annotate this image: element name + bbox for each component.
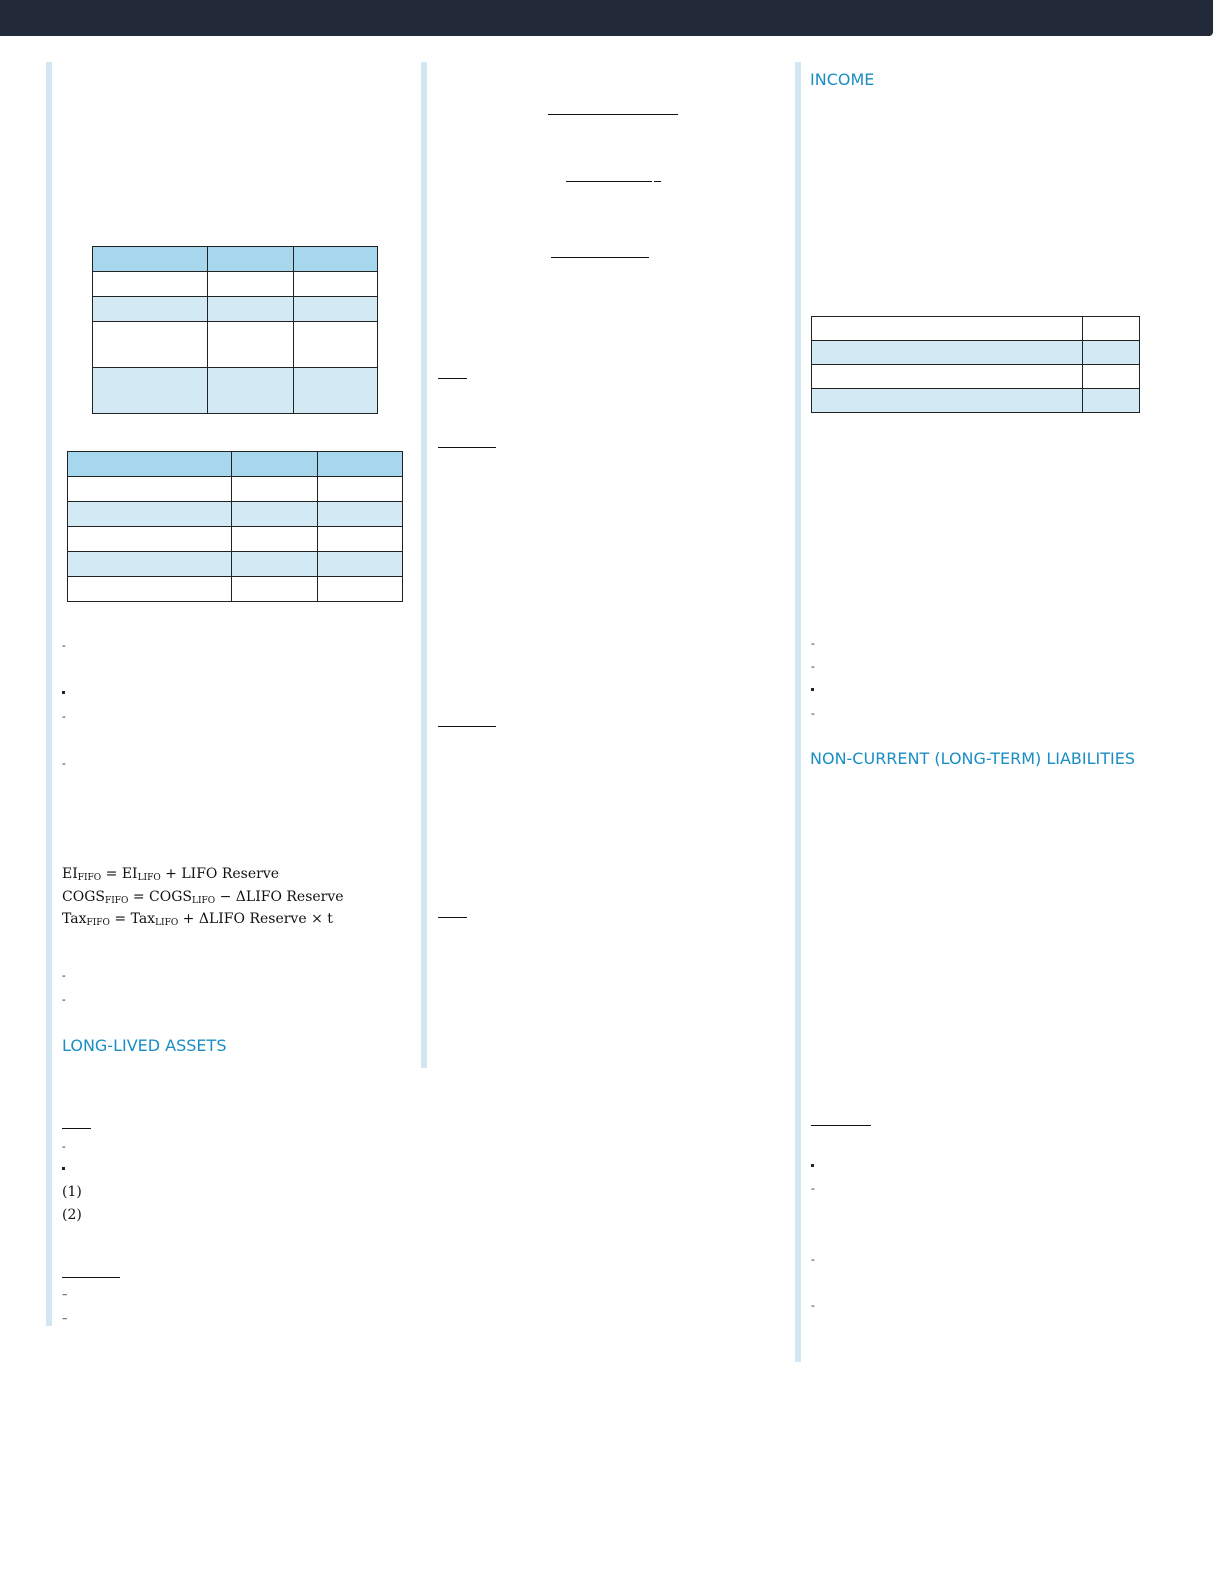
fraction-bar	[654, 181, 661, 182]
subheading-underline	[62, 1277, 120, 1278]
subheading-underline	[438, 917, 467, 918]
list-marker: -	[62, 757, 66, 770]
fraction-bar	[566, 181, 652, 182]
inventory-table-2	[67, 451, 403, 602]
subheading-underline	[438, 726, 496, 727]
list-marker: -	[811, 707, 815, 720]
list-bullet	[62, 691, 65, 694]
income-table	[811, 316, 1140, 413]
list-marker: -	[62, 969, 66, 982]
subheading-underline	[62, 1128, 91, 1129]
fraction-bar	[548, 114, 678, 115]
table-row	[812, 365, 1140, 389]
subheading-underline	[438, 447, 496, 448]
numbered-marker-1: (1)	[62, 1184, 82, 1200]
column-rule-right	[795, 62, 801, 1362]
list-marker: -	[62, 1140, 66, 1153]
subheading-underline	[811, 1125, 871, 1126]
list-marker: -	[811, 637, 815, 650]
table-row	[93, 297, 378, 322]
heading-non-current-liabilities: NON-CURRENT (LONG-TERM) LIABILITIES	[810, 749, 1136, 768]
table-row	[93, 272, 378, 297]
subheading-underline	[438, 378, 467, 379]
heading-long-lived-assets: LONG-LIVED ASSETS	[62, 1036, 227, 1055]
list-bullet	[811, 1164, 814, 1167]
table-row	[93, 322, 378, 368]
list-bullet	[811, 688, 814, 691]
heading-income: INCOME	[810, 70, 875, 89]
list-marker: -	[811, 1253, 815, 1266]
numbered-marker-2: (2)	[62, 1207, 82, 1223]
inventory-table-1	[92, 246, 378, 414]
fraction-bar	[551, 257, 649, 258]
formula-tax: Tax$_{FIFO}$ = Tax$_{LIFO}$ + ΔLIFO Reserve × t	[62, 911, 333, 928]
table-row	[68, 477, 403, 502]
column-rule-left	[46, 62, 52, 1326]
list-marker: -	[811, 660, 815, 673]
table-row	[68, 527, 403, 552]
table-row	[812, 317, 1140, 341]
table-row	[93, 247, 378, 272]
table-row	[68, 577, 403, 602]
table-row	[812, 389, 1140, 413]
list-bullet	[62, 1167, 65, 1170]
formula-ending-inventory: $EI_{FIFO} = EI_{LIFO}$ + LIFO Reserve	[62, 866, 280, 883]
table-row	[68, 552, 403, 577]
column-rule-middle	[421, 62, 427, 1068]
formula-cogs: $COGS_{FIFO}$ = $COGS_{LIFO}$ − ΔLIFO Reserve	[62, 889, 344, 906]
table-row	[68, 452, 403, 477]
list-marker: -	[62, 710, 66, 723]
table-row	[93, 368, 378, 414]
table-row	[68, 502, 403, 527]
list-marker: -	[811, 1299, 815, 1312]
list-marker: –	[62, 1288, 68, 1301]
top-bar	[0, 0, 1213, 36]
list-marker: –	[62, 1312, 68, 1325]
table-row	[812, 341, 1140, 365]
list-marker: -	[811, 1182, 815, 1195]
list-marker: -	[62, 993, 66, 1006]
list-marker: -	[62, 639, 66, 652]
